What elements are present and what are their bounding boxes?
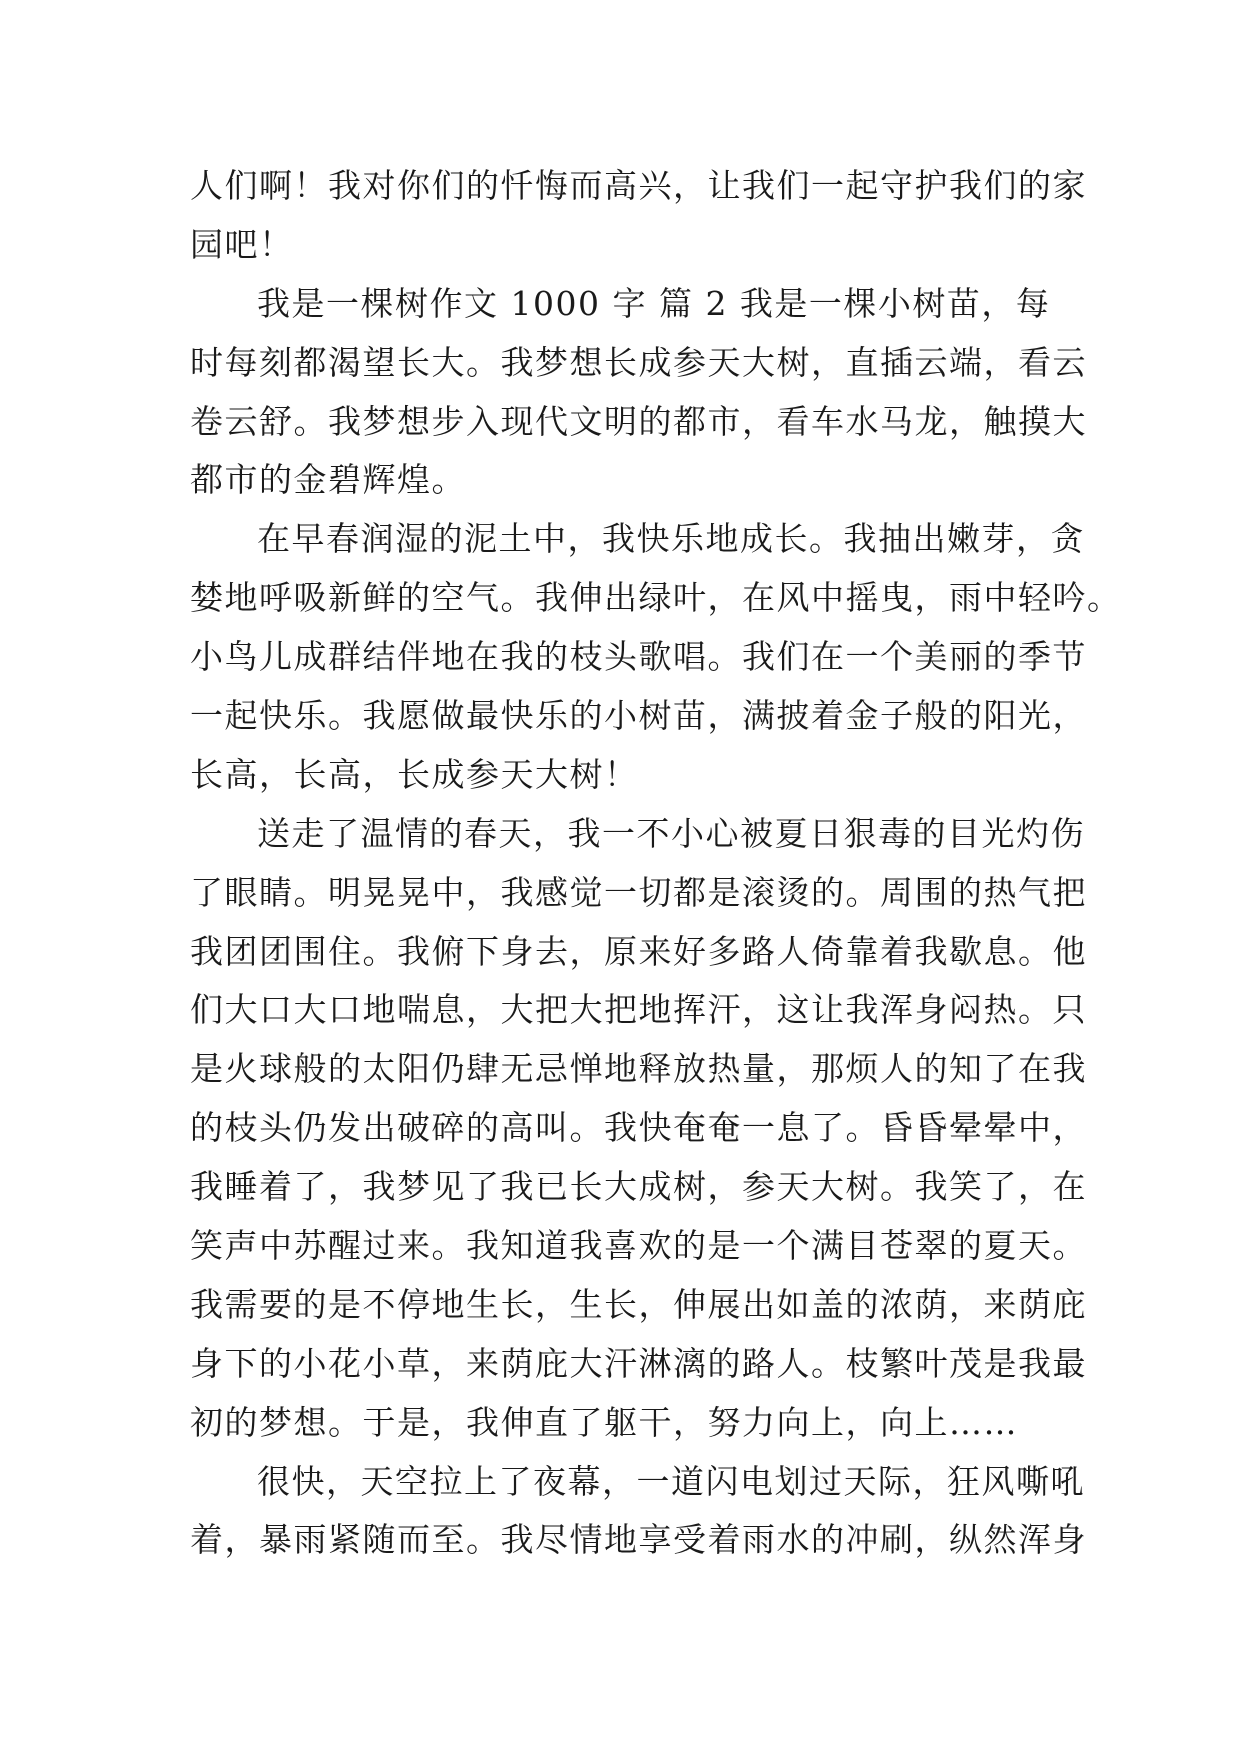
text-line: 送走了温情的春天，我一不小心被夏日狠毒的目光灼伤	[257, 813, 1085, 853]
text-line: 身下的小花小草，来荫庇大汗淋漓的路人。枝繁叶茂是我最	[190, 1343, 1087, 1383]
text-line: 我睡着了，我梦见了我已长大成树，参天大树。我笑了，在	[190, 1167, 1087, 1207]
text-line: 的枝头仍发出破碎的高叫。我快奄奄一息了。昏昏晕晕中，	[190, 1108, 1087, 1148]
text-line: 园吧！	[190, 224, 294, 264]
text-line: 婪地呼吸新鲜的空气。我伸出绿叶，在风中摇曳，雨中轻吟。	[190, 578, 1122, 618]
text-line: 卷云舒。我梦想步入现代文明的都市，看车水马龙，触摸大	[190, 401, 1087, 441]
text-line: 我团团围住。我俯下身去，原来好多路人倚靠着我歇息。他	[190, 931, 1087, 971]
text-line: 了眼睛。明晃晃中，我感觉一切都是滚烫的。周围的热气把	[190, 872, 1087, 912]
text-line: 很快，天空拉上了夜幕，一道闪电划过天际，狂风嘶吼	[257, 1461, 1085, 1501]
text-line: 长高，长高，长成参天大树！	[190, 754, 639, 794]
text-line: 笑声中苏醒过来。我知道我喜欢的是一个满目苍翠的夏天。	[190, 1226, 1087, 1266]
text-line: 小鸟儿成群结伴地在我的枝头歌唱。我们在一个美丽的季节	[190, 637, 1087, 677]
text-line: 一起快乐。我愿做最快乐的小树苗，满披着金子般的阳光，	[190, 696, 1087, 736]
text-line: 着，暴雨紧随而至。我尽情地享受着雨水的冲刷，纵然浑身	[190, 1520, 1087, 1560]
document-body	[190, 157, 1122, 1570]
text-line: 人们啊！我对你们的忏悔而高兴，让我们一起守护我们的家	[190, 166, 1087, 205]
text-line: 初的梦想。于是，我伸直了躯干，努力向上，向上……	[190, 1402, 1018, 1442]
text-line: 们大口大口地喘息，大把大把地挥汗，这让我浑身闷热。只	[190, 990, 1087, 1030]
text-line: 时每刻都渴望长大。我梦想长成参天大树，直插云端，看云	[190, 342, 1087, 382]
text-line: 都市的金碧辉煌。	[190, 460, 466, 500]
text-line: 在早春润湿的泥土中，我快乐地成长。我抽出嫩芽，贪	[257, 519, 1085, 559]
text-line: 我是一棵树作文 1000 字 篇 2 我是一棵小树苗，每	[257, 283, 1051, 323]
text-line: 我需要的是不停地生长，生长，伸展出如盖的浓荫，来荫庇	[190, 1284, 1087, 1324]
text-line: 是火球般的太阳仍肆无忌惮地释放热量，那烦人的知了在我	[190, 1049, 1087, 1089]
